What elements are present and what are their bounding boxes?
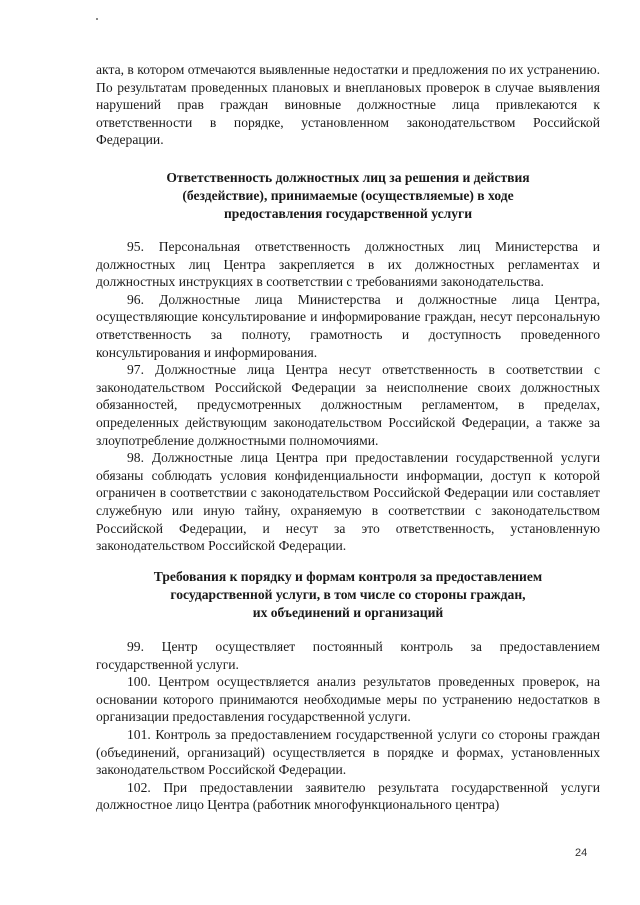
heading-line: Ответственность должностных лиц за решения и действия bbox=[166, 170, 530, 185]
heading-line: их объединений и организаций bbox=[252, 605, 444, 620]
section-heading-control bbox=[96, 568, 600, 622]
heading-line: Требования к порядку и формам контроля за предоставлением bbox=[153, 569, 543, 584]
heading-line: (бездействие), принимаемые (осуществляемые) в ходе bbox=[182, 188, 514, 203]
paragraph-101: 101. Контроль за предоставлением государственной услуги со стороны граждан (объединений, организаций) осуществляется в порядке и формах, установленных законодательством Российской Федерации. bbox=[96, 726, 600, 778]
page-number: 24 bbox=[575, 847, 588, 859]
paragraph-102: 102. При предоставлении заявителю результата государственной услуги должностное лицо Центра (работник многофункционального центра) bbox=[96, 779, 600, 813]
scan-artifact bbox=[96, 18, 98, 20]
intro-paragraph: акта, в котором отмечаются выявленные недостатки и предложения по их устранению. По результатам проведенных плановых и внеплановых проверок в случае выявления нарушений прав граждан виновные должностные лица привлекаются к ответственности в порядке, установленном законодательством Российской Федерации. bbox=[96, 62, 600, 148]
section-heading-responsibility bbox=[96, 169, 600, 223]
paragraph-99: 99. Центр осуществляет постоянный контроль за предоставлением государственной услуги. bbox=[96, 639, 600, 672]
heading-line: государственной услуги, в том числе со стороны граждан, bbox=[170, 587, 526, 602]
paragraph-95: 95. Персональная ответственность должностных лиц Министерства и должностных лиц Центра закрепляется в их должностных регламентах и должностных инструкциях в соответствии с требованиями законодательства. bbox=[96, 239, 600, 290]
paragraph-97: 97. Должностные лица Центра несут ответственность в соответствии с законодательством Российской Федерации за неисполнение своих должностных обязанностей, предусмотренных должностным регламентом, в пределах, определенных действующим законодательством Российской Федерации, а также за злоупотребление должностными полномочиями. bbox=[96, 362, 600, 448]
section-body-responsibility bbox=[96, 238, 600, 555]
paragraph-96: 96. Должностные лица Министерства и должностные лица Центра, осуществляющие консультирование и информирование граждан, несут персональную ответственность за полноту, грамотность и доступность проведенного консультирования и информирования. bbox=[96, 291, 600, 360]
intro-block bbox=[96, 61, 600, 149]
paragraph-98: 98. Должностные лица Центра при предоставлении государственной услуги обязаны соблюдать условия конфиденциальности информации, доступ к которой ограничен в соответствии с законодательством Российской Федерации или составляет служебную или иную тайну, охраняемую в соответствии с законодательством Российской Федерации, и несут за это ответственность, установленную законодательством Российской Федерации. bbox=[96, 450, 600, 554]
section-body-control bbox=[96, 638, 600, 814]
heading-line: предоставления государственной услуги bbox=[223, 206, 473, 221]
paragraph-100: 100. Центром осуществляется анализ результатов проведенных проверок, на основании которого принимаются необходимые меры по устранению недостатков в организации предоставления государственной услуги. bbox=[96, 674, 600, 725]
